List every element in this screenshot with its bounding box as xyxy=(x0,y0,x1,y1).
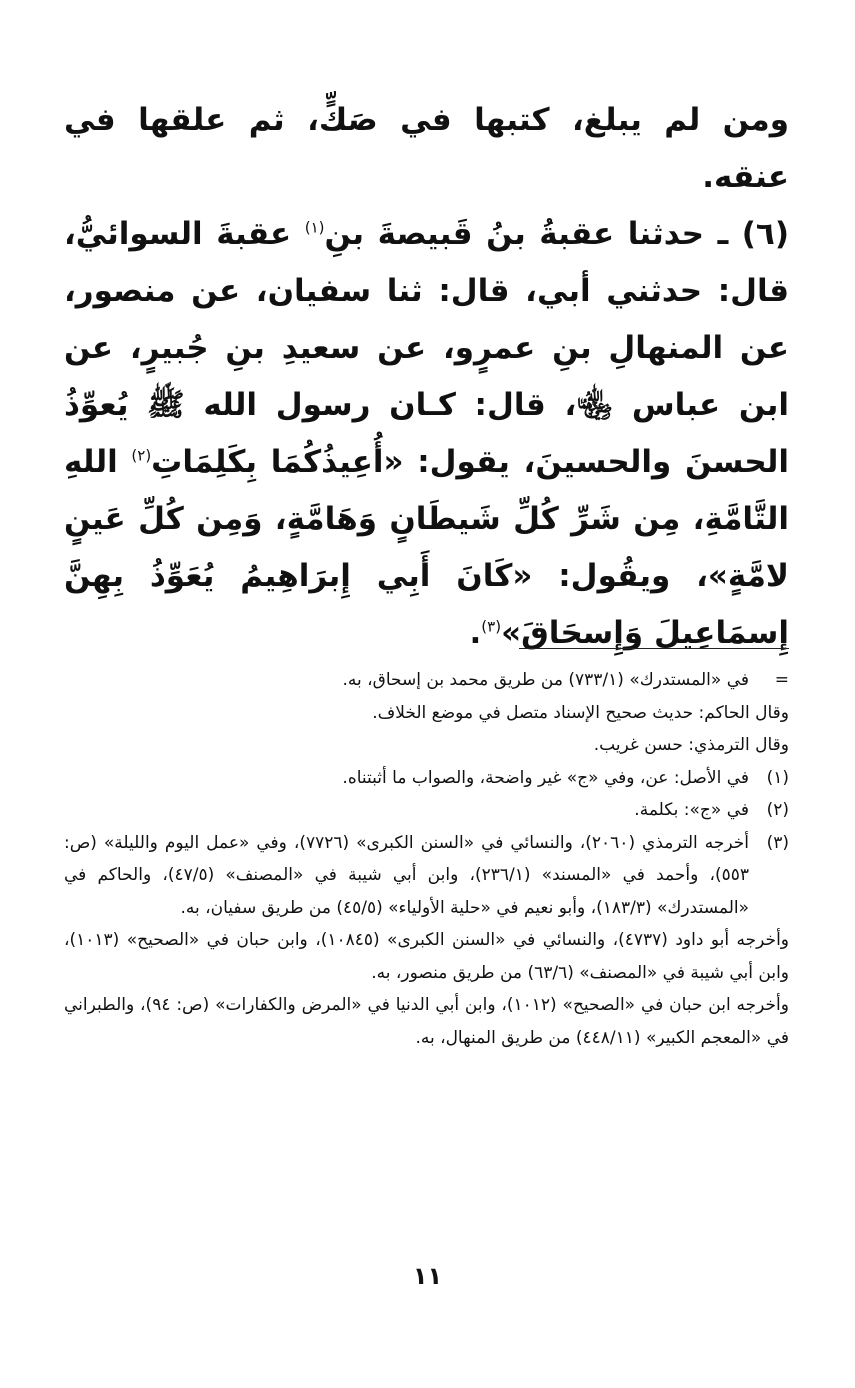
hadith-text-part2: عقبةَ السوائيُّ، قال: حدثني أبي، قال: ثنا سفيان، عن منصور، عن المنهالِ بنِ عمرٍو، عن سعيدِ بنِ جُبيرٍ، عن ابن عباس ﵄، قال: كـان رسول الله ﷺ يُعوِّذُ الحسنَ والحسينَ، يقول: «أُعِيذُكُمَا بِكَلِمَاتِ xyxy=(64,216,790,480)
hadith-number: (٦) ـ xyxy=(717,216,789,252)
footnote-3-para3: وأخرجه ابن حبان في «الصحيح» (١٠١٢)، وابن أبي الدنيا في «المرض والكفارات» (ص: ٩٤)، والطبراني في «المعجم الكبير» (٤٤٨/١١) من طريق المنهال، به. xyxy=(64,995,789,1048)
footnote-2 xyxy=(64,794,789,827)
footnote-3 xyxy=(64,827,789,925)
footnote-ref-2[interactable]: (٢) xyxy=(131,446,152,465)
main-text xyxy=(64,92,789,662)
footnote-2-marker: (٢) xyxy=(766,800,789,820)
footnotes xyxy=(64,664,789,1054)
opening-line xyxy=(64,92,789,206)
footnote-continued-line3: وقال الترمذي: حسن غريب. xyxy=(593,735,789,755)
footnote-ref-1[interactable]: (١) xyxy=(304,218,325,237)
footnote-separator xyxy=(519,648,789,649)
hadith-paragraph xyxy=(64,206,789,662)
footnote-2-text: في «ج»: بكلمة. xyxy=(634,800,749,820)
footnote-1 xyxy=(64,762,789,795)
footnote-continued-marker: = xyxy=(774,670,789,690)
footnote-3-para2: وأخرجه أبو داود (٤٧٣٧)، والنسائي في «السنن الكبرى» (١٠٨٤٥)، وابن حبان في «الصحيح» (١٠١٣)، وابن أبي شيبة في «المصنف» (٦٣/٦) من طريق منصور، به. xyxy=(64,930,789,983)
footnote-3-marker: (٣) xyxy=(766,832,789,853)
footnote-1-marker: (١) xyxy=(766,767,789,788)
footnote-continued-line2: وقال الحاكم: حديث صحيح الإسناد متصل في موضع الخلاف. xyxy=(372,702,789,723)
hadith-text-part1: حدثنا عقبةُ بنُ قَبيصةَ بنِ xyxy=(324,216,704,252)
footnote-3-text: أخرجه الترمذي (٢٠٦٠)، والنسائي في «السنن الكبرى» (٧٧٢٦)، وفي «عمل اليوم والليلة» (ص: ٥٥٣)، وأحمد في «المسند» (٢٣٦/١)، وابن أبي شيبة في «المصنف» (٤٧/٥)، والحاكم في «المستدرك» (١٨٣/٣)، وأبو نعيم في «حلية الأولياء» (٤٥/٥) من طريق سفيان، به. xyxy=(64,832,749,918)
footnote-continued xyxy=(64,664,789,697)
footnote-ref-3[interactable]: (٣) xyxy=(481,617,502,636)
page-number: ١١ xyxy=(412,1262,443,1290)
footnote-1-text: في الأصل: عن، وفي «ج» غير واضحة، والصواب ما أثبتناه. xyxy=(342,767,749,788)
opening-line-text: ومن لم يبلغ، كتبها في صَكٍّ، ثم علقها في عنقه. xyxy=(64,102,789,195)
footnote-continued-line1: في «المستدرك» (٧٣٣/١) من طريق محمد بن إسحاق، به. xyxy=(342,670,749,690)
hadith-end: . xyxy=(469,615,482,651)
hadith-text-part3: اللهِ التَّامَّةِ، مِن شَرِّ كُلِّ شَيطَانٍ وَهَامَّةٍ، وَمِن كُلِّ عَينٍ لامَّةٍ»، ويقُول: «كَانَ أَبِي إِبرَاهِيمُ يُعَوِّذُ بِهِنَّ إِسمَاعِيلَ وَإِسحَاقَ» xyxy=(64,444,789,651)
